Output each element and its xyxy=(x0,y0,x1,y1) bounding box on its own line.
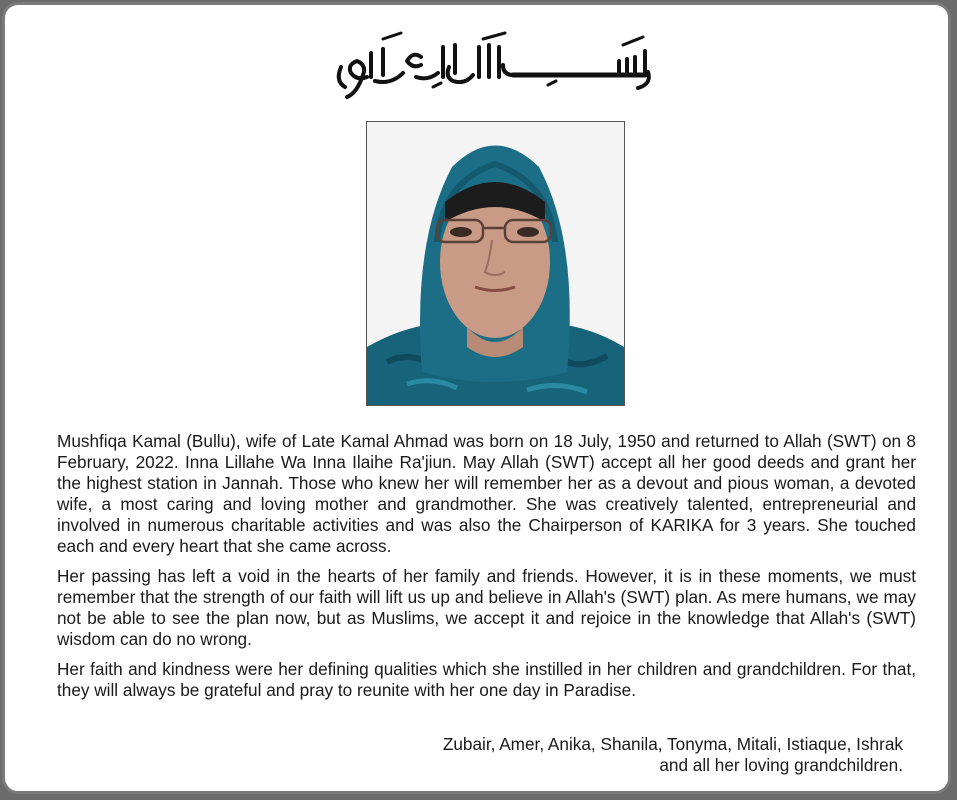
family-signature xyxy=(203,734,903,776)
obituary-card xyxy=(2,2,951,794)
obituary-text xyxy=(57,431,916,710)
bismillah-calligraphy-icon xyxy=(323,27,663,107)
obituary-paragraph: Mushfiqa Kamal (Bullu), wife of Late Kamal Ahmad was born on 18 July, 1950 and returned to Allah (SWT) on 8 February, 2022. Inna Lillahe Wa Inna Ilaihe Ra'jiun. May Allah (SWT) accept all her good deeds and grant her the highest station in Jannah. Those who knew her will remember her as a devout and pious woman, a devoted wife, a most caring and loving mother and grandmother. She was creatively talented, entrepreneurial and involved in numerous charitable activities and was also the Chairperson of KARIKA for 3 years. She touched each and every heart that she came across. xyxy=(57,431,916,556)
obituary-paragraph: Her faith and kindness were her defining qualities which she instilled in her children and grandchildren. For that, they will always be grateful and pray to reunite with her one day in Paradise. xyxy=(57,659,916,700)
portrait-photo xyxy=(366,121,625,406)
obituary-paragraph: Her passing has left a void in the hearts of her family and friends. However, it is in these moments, we must remember that the strength of our faith will lift us up and believe in Allah's (SWT) plan. As mere humans, we may not be able to see the plan now, but as Muslims, we accept it and rejoice in the knowledge that Allah's (SWT) wisdom can do no wrong. xyxy=(57,566,916,649)
signature-names: Zubair, Amer, Anika, Shanila, Tonyma, Mitali, Istiaque, Ishrak xyxy=(442,734,903,754)
signature-grandchildren: and all her loving grandchildren. xyxy=(659,755,903,775)
